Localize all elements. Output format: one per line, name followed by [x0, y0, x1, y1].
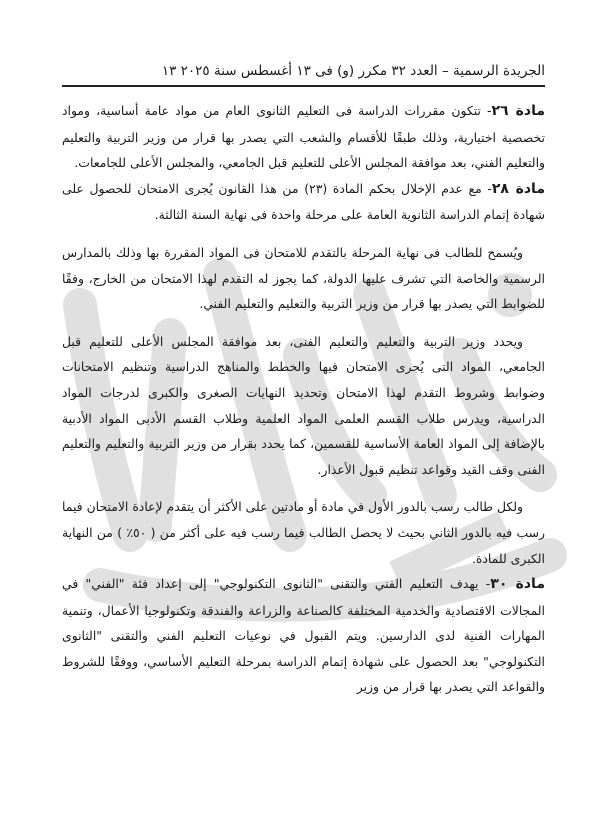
article-label: مادة ٣٠	[490, 576, 545, 593]
article-text: - يهدف التعليم الفني والتقنى "الثانوى التكنولوجي" إلى إعداد فئة "الفني" في المجالات الاقتصادية والخدمية المختلفة كالصناعة والزراعة والفندقة وتكنولوجيا الأعمال، وتنمية المهارات الفنية لدى الدارسين. ويتم القبول في نوعيات التعليم الفني والتقنى "الثانوى التكنولوجي" بعد الحصول على شهادة إتمام الدراسة بمرحلة التعليم الأساسي، ووفقًا للشروط والقواعد التي يصدر بها قرار من وزير	[62, 576, 545, 695]
article-text: - تتكون مقررات الدراسة فى التعليم الثانوى العام من مواد عامة أساسية، ومواد تخصصية اختيارية، وذلك طبقًا للأقسام والشعب التي يصدر بها قرار من وزير التربية والتعليم والتعليم الفني، بعد موافقة المجلس الأعلى للتعليم قبل الجامعي، والمجلس الأعلى للجامعات.	[62, 103, 545, 171]
document-body	[62, 98, 545, 700]
article-label: مادة ٢٦	[491, 103, 546, 119]
article-28	[62, 176, 545, 228]
article-26	[62, 98, 545, 176]
page-header	[62, 60, 545, 87]
article-30	[62, 571, 545, 700]
paragraph: ولكل طالب رسب بالدور الأول في مادة أو مادتين على الأكثر أن يتقدم لإعادة الامتحان فيما رسب فيه بالدور الثاني بحيث لا يحصل الطالب فيما رسب فيه على أكثر من ( ٥٠٪ ) من النهاية الكبرى للمادة.	[62, 499, 545, 566]
paragraph: ويُسمح للطالب فى نهاية المرحلة بالتقدم للامتحان فى المواد المقررة بها وذلك بالمدارس الرسمية والخاصة التي تشرف عليها الدولة، كما يجوز له التقدم لهذا الامتحان من الخارج، وفقًا للضوابط التي يصدر بها قرار من وزير التربية والتعليم والتعليم الفني.	[62, 244, 545, 312]
page	[62, 0, 545, 825]
header-text: الجريدة الرسمية – العدد ٣٢ مكرر (و) فى ١٣ أغسطس سنة ٢٠٢٥ ١٣	[161, 63, 545, 79]
article-label: مادة ٢٨	[491, 180, 545, 197]
article-text: - مع عدم الإخلال بحكم المادة (٢٣) من هذا القانون يُجرى الامتحان للحصول على شهادة إتمام الدراسة الثانوية العامة على مرحلة واحدة فى نهاية السنة الثالثة.	[62, 180, 545, 223]
paragraph: ويحدد وزير التربية والتعليم والتعليم الفنى، بعد موافقة المجلس الأعلى للتعليم قبل الجامعي، المواد التى يُجرى الامتحان فيها والخطط والمناهج الدراسية وتنظيم الامتحانات وضوابط وشروط التقدم لهذا الامتحان وتحديد النهايات الصغرى والكبرى لدرجات المواد الدراسية، ويدرس طلاب القسم العلمى المواد العلمية وطلاب القسم الأدبى المواد الأدبية بالإضافة إلى المواد العامة الأساسية للقسمين، كما يحدد بقرار من وزير التربية والتعليم والتعليم الفنى وقف القيد وقواعد تنظيم قبول الأعذار.	[62, 333, 545, 477]
